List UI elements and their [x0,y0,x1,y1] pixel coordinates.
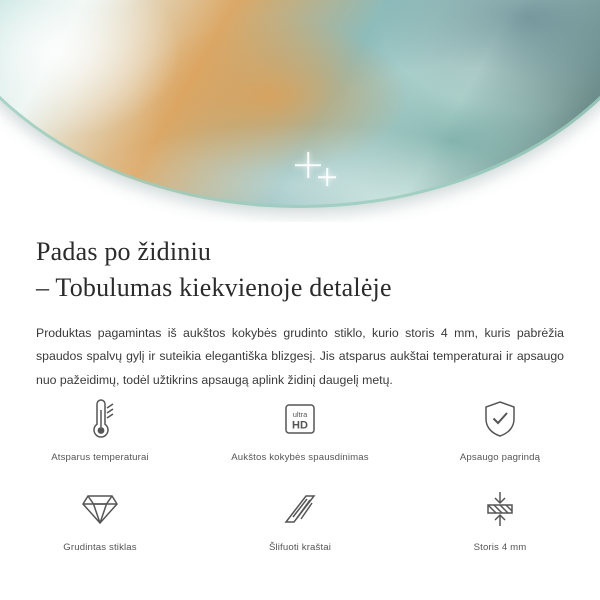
svg-text:HD: HD [292,419,308,432]
feature-item-tempered-glass [0,482,200,554]
feature-item-thickness [400,482,600,554]
feature-label: Aukštos kokybės spausdinimas [231,452,369,463]
feature-label: Grudintas stiklas [63,542,137,554]
feature-item-temperature-resistant [0,392,200,464]
shield-check-icon [481,396,519,442]
diamond-icon [80,486,120,532]
feature-label: Storis 4 mm [473,542,527,554]
hero-image [0,0,600,222]
page-title-line-2: – Tobulumas kiekvienoje detalėje [36,272,392,302]
page-title [0,222,600,306]
glass-disc-graphic [0,0,600,208]
body-paragraph: Produktas pagamintas iš aukštos kokybės grudinto stiklo, kurio storis 4 mm, kuris pabrėžia spaudos spalvų gylį ir suteikia elegantiška blizgesį. Jis atsparus aukštai temperaturai ir apsaugo nuo pažeidimų, todėl užtikrins apsaugą aplink židinį daugelį metų. [36,325,564,387]
thickness-icon [480,486,520,532]
feature-label: Atsparus temperaturai [51,452,149,463]
feature-label: Apsaugo pagrindą [459,452,541,463]
svg-text:ultra: ultra [292,410,308,419]
feature-label: Šlifuoti kraštai [268,542,332,554]
thermometer-icon [83,396,117,442]
feature-item-print-quality [200,392,400,464]
feature-item-polished-edges [200,482,400,554]
feature-item-protects-surface [400,392,600,464]
page-title-line-1: Padas po židiniu [36,237,212,266]
polished-edges-icon [280,486,320,532]
ultra-hd-icon [280,396,320,442]
content-block [0,222,600,393]
feature-grid [0,392,600,555]
